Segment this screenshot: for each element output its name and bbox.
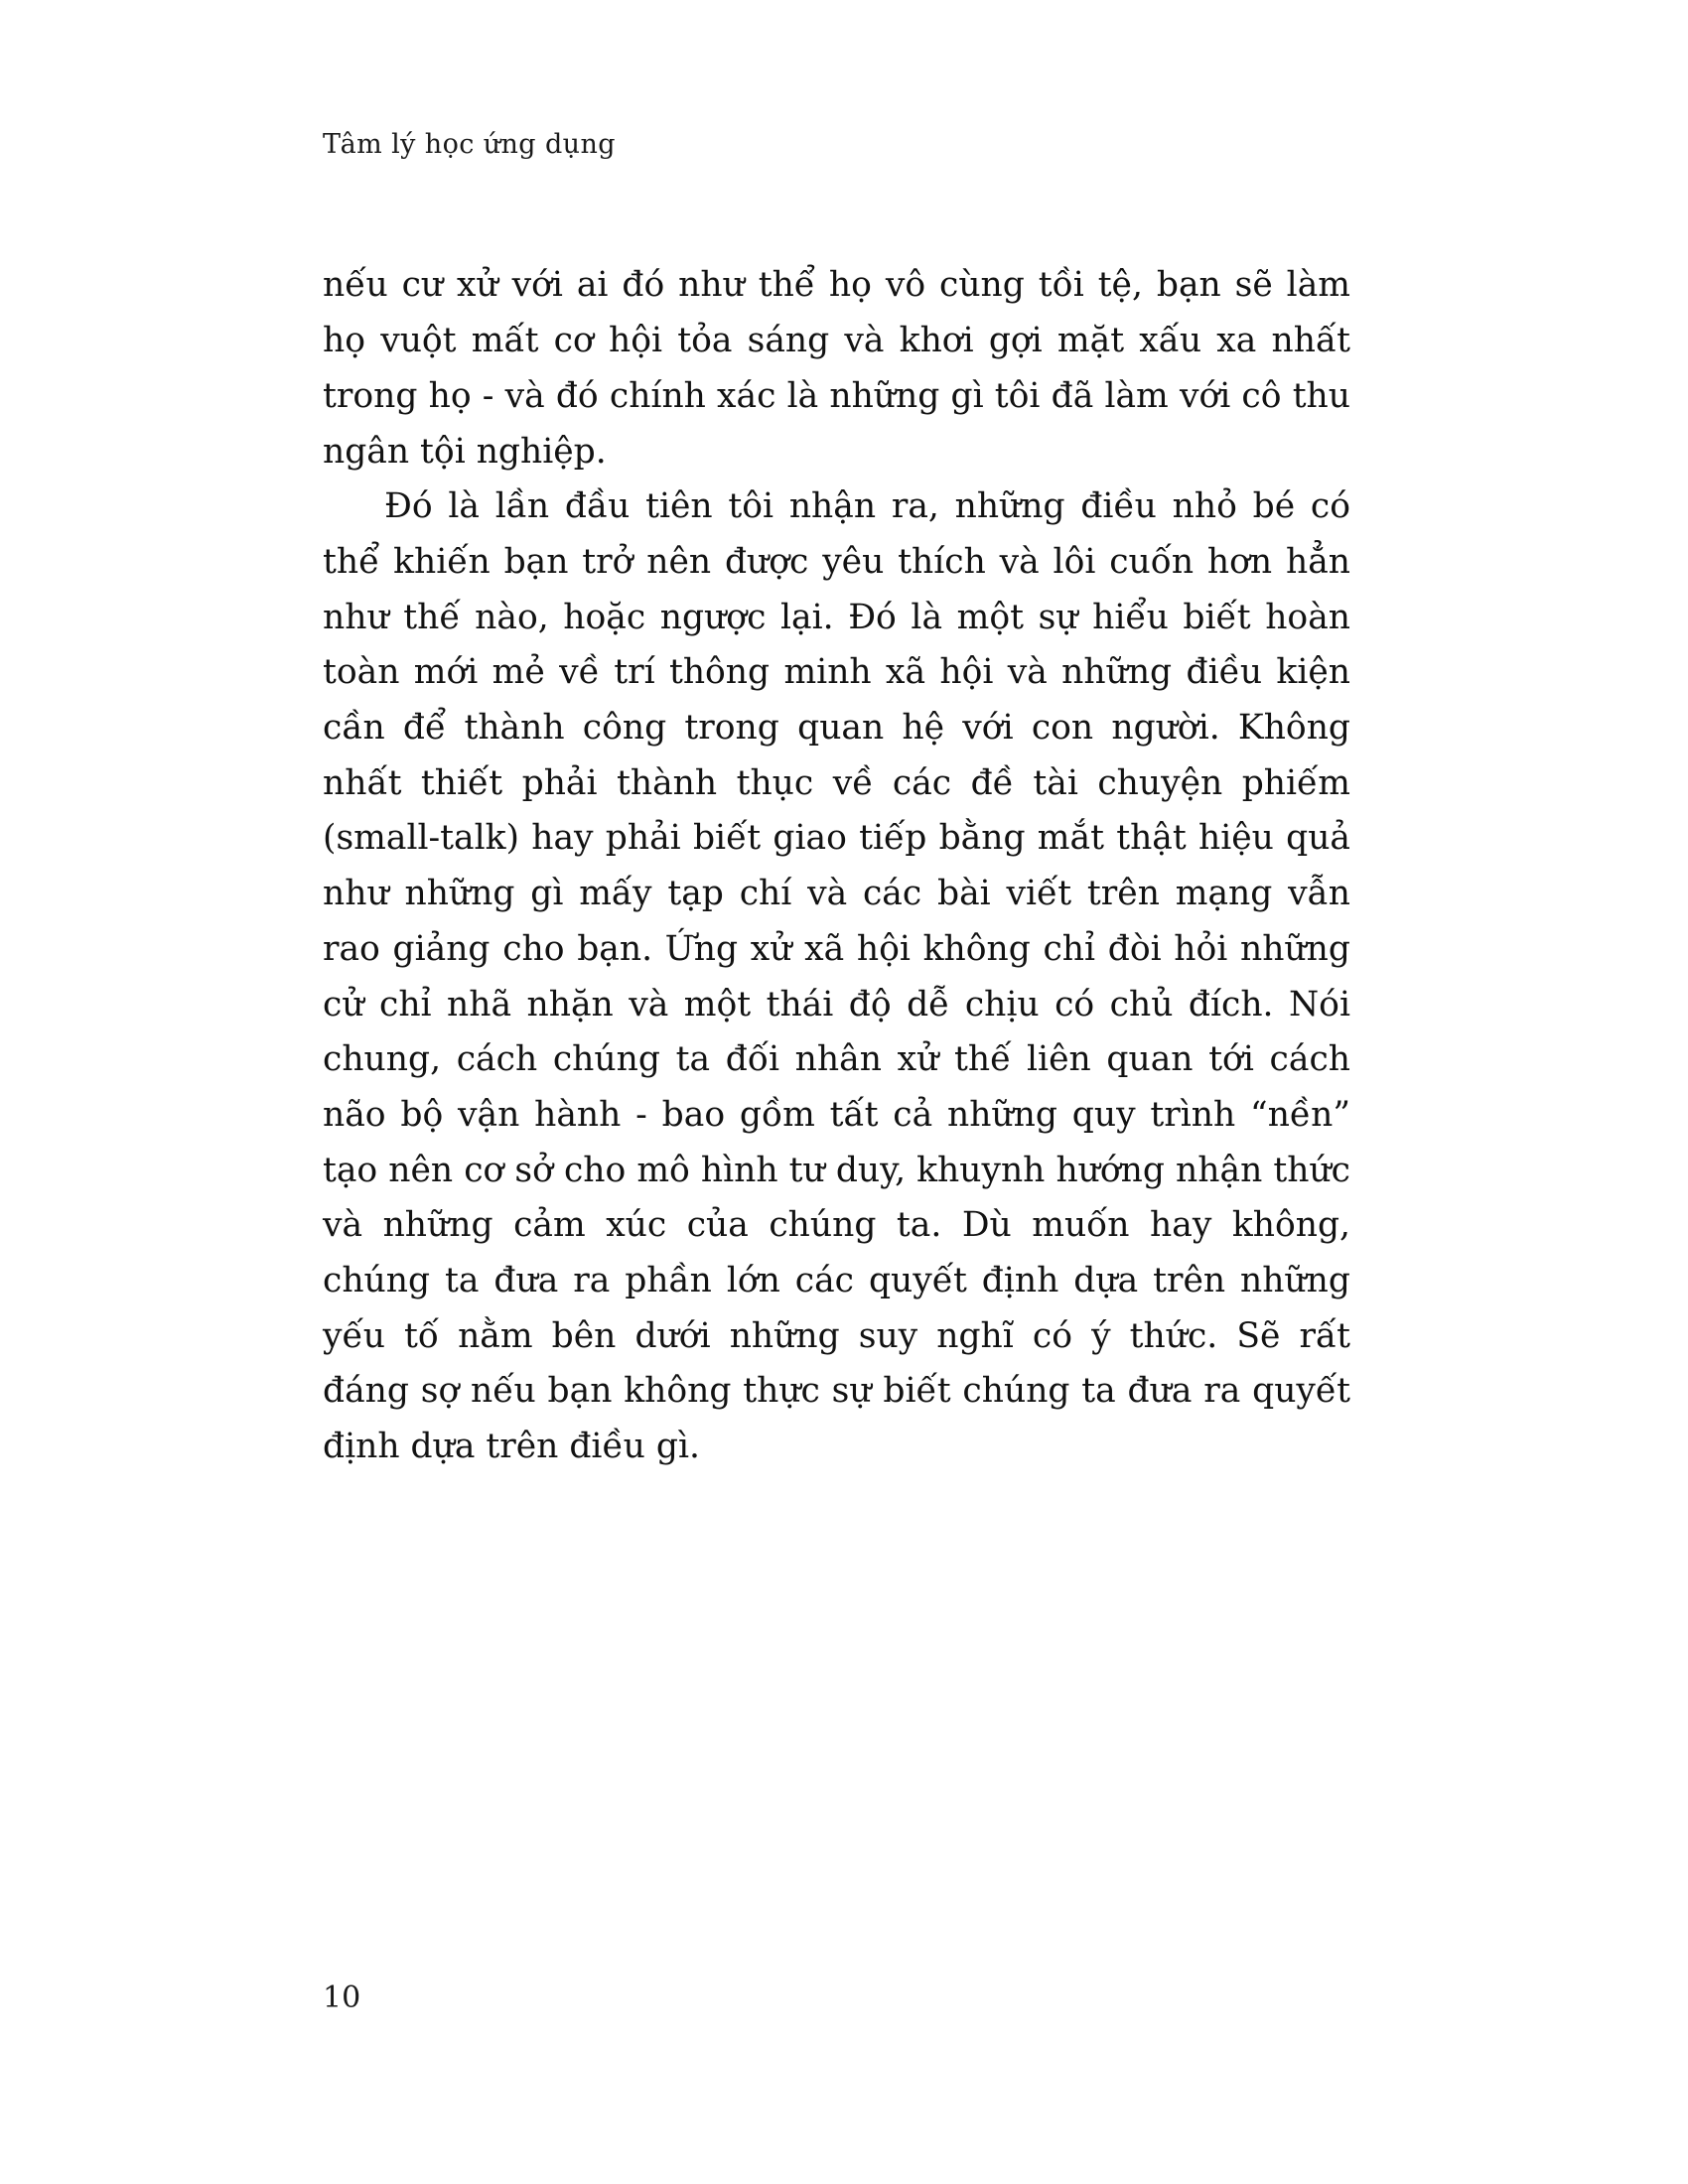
body-text [323, 258, 1350, 1474]
running-head: Tâm lý học ứng dụng [323, 129, 616, 160]
paragraph-2: Đó là lần đầu tiên tôi nhận ra, những điều nhỏ bé có thể khiến bạn trở nên được yêu thích và lôi cuốn hơn hẳn như thế nào, hoặc ngược lại. Đó là một sự hiểu biết hoàn toàn mới mẻ về trí thông minh xã hội và những điều kiện cần để thành công trong quan hệ với con người. Không nhất thiết phải thành thục về các đề tài chuyện phiếm (small-talk) hay phải biết giao tiếp bằng mắt thật hiệu quả như những gì mấy tạp chí và các bài viết trên mạng vẫn rao giảng cho bạn. Ứng xử xã hội không chỉ đòi hỏi những cử chỉ nhã nhặn và một thái độ dễ chịu có chủ đích. Nói chung, cách chúng ta đối nhân xử thế liên quan tới cách não bộ vận hành - bao gồm tất cả những quy trình “nền” tạo nên cơ sở cho mô hình tư duy, khuynh hướng nhận thức và những cảm xúc của chúng ta. Dù muốn hay không, chúng ta đưa ra phần lớn các quyết định dựa trên những yếu tố nằm bên dưới những suy nghĩ có ý thức. Sẽ rất đáng sợ nếu bạn không thực sự biết chúng ta đưa ra quyết định dựa trên điều gì. [323, 486, 1350, 1467]
page-content [323, 0, 1350, 1475]
page-number: 10 [323, 1980, 361, 2015]
paragraph-1: nếu cư xử với ai đó như thể họ vô cùng tồi tệ, bạn sẽ làm họ vuột mất cơ hội tỏa sáng và khơi gợi mặt xấu xa nhất trong họ - và đó chính xác là những gì tôi đã làm với cô thu ngân tội nghiệp. [323, 265, 1350, 472]
